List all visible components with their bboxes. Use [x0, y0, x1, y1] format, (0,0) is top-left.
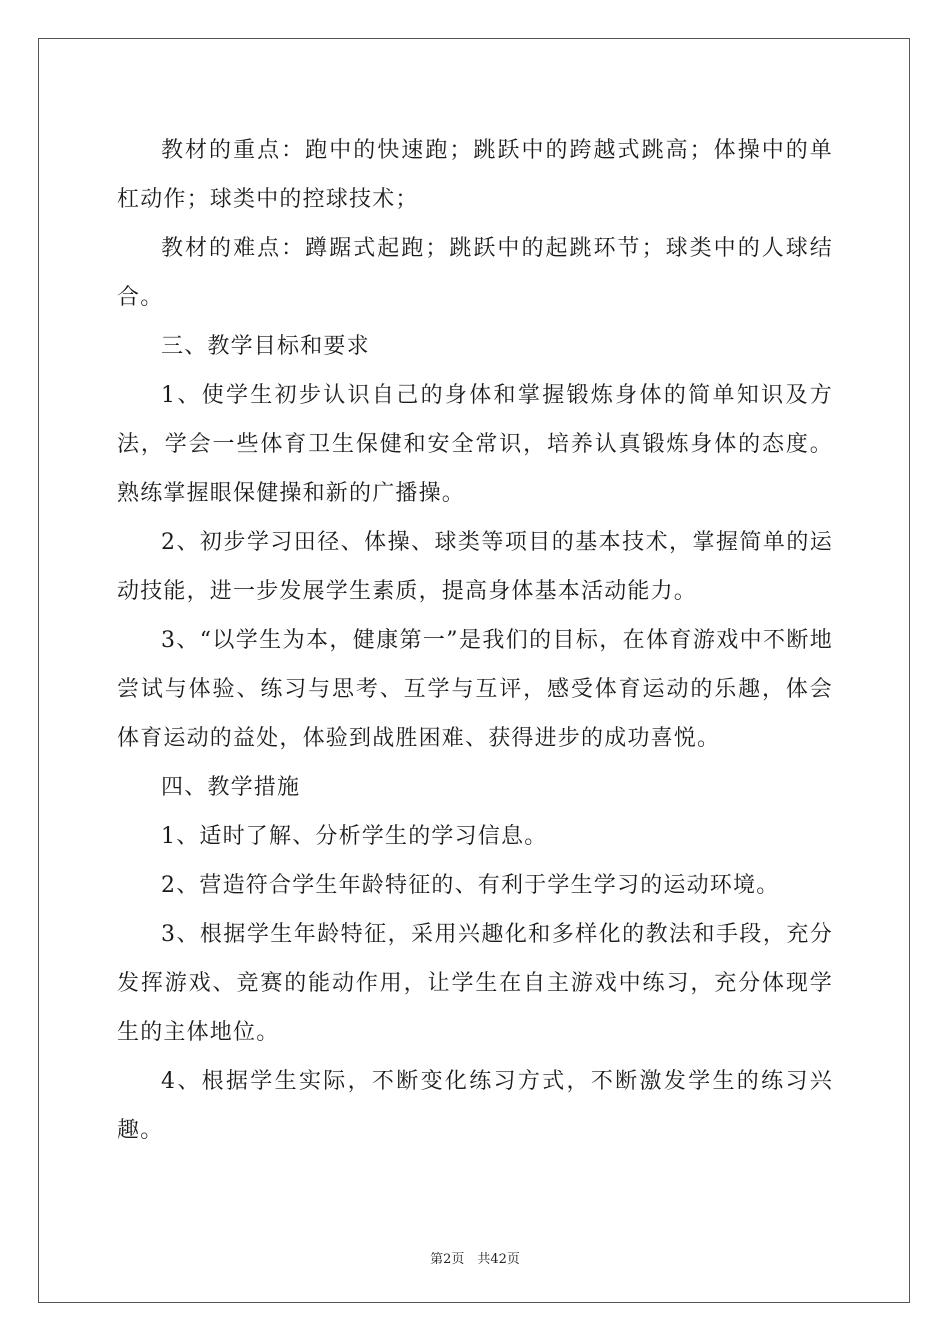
- section-heading-goals: 三、教学目标和要求: [161, 334, 370, 359]
- list-item-goal-2: 2、初步学习田径、体操、球类等项目的基本技术，掌握简单的运动技能，进一步发展学生素质，提高身体基本活动能力。: [117, 530, 833, 604]
- paragraph-key-points: 教材的重点：跑中的快速跑；跳跃中的跨越式跳高；体操中的单杠动作；球类中的控球技术；: [117, 138, 833, 212]
- list-item-measure-1: 1、适时了解、分析学生的学习信息。: [161, 824, 548, 849]
- document-body: [117, 126, 833, 1155]
- list-item-goal-3: 3、“以学生为本，健康第一”是我们的目标，在体育游戏中不断地尝试与体验、练习与思考、互学与互评，感受体育运动的乐趣，体会体育运动的益处，体验到战胜困难、获得进步的成功喜悦。: [117, 628, 833, 751]
- list-item-goal-1: 1、使学生初步认识自己的身体和掌握锻炼身体的简单知识及方法，学会一些体育卫生保健和安全常识，培养认真锻炼身体的态度。熟练掌握眼保健操和新的广播操。: [117, 383, 833, 506]
- list-item-measure-4: 4、根据学生实际，不断变化练习方式，不断激发学生的练习兴趣。: [117, 1069, 833, 1143]
- paragraph-difficult-points: 教材的难点：蹲踞式起跑；跳跃中的起跳环节；球类中的人球结合。: [117, 236, 833, 310]
- page-number-footer: 第2页 共42页: [430, 1252, 520, 1267]
- section-heading-measures: 四、教学措施: [161, 775, 301, 800]
- list-item-measure-3: 3、根据学生年龄特征，采用兴趣化和多样化的教法和手段，充分发挥游戏、竞赛的能动作用，让学生在自主游戏中练习，充分体现学生的主体地位。: [117, 922, 833, 1045]
- list-item-measure-2: 2、营造符合学生年龄特征的、有利于学生学习的运动环境。: [161, 873, 780, 898]
